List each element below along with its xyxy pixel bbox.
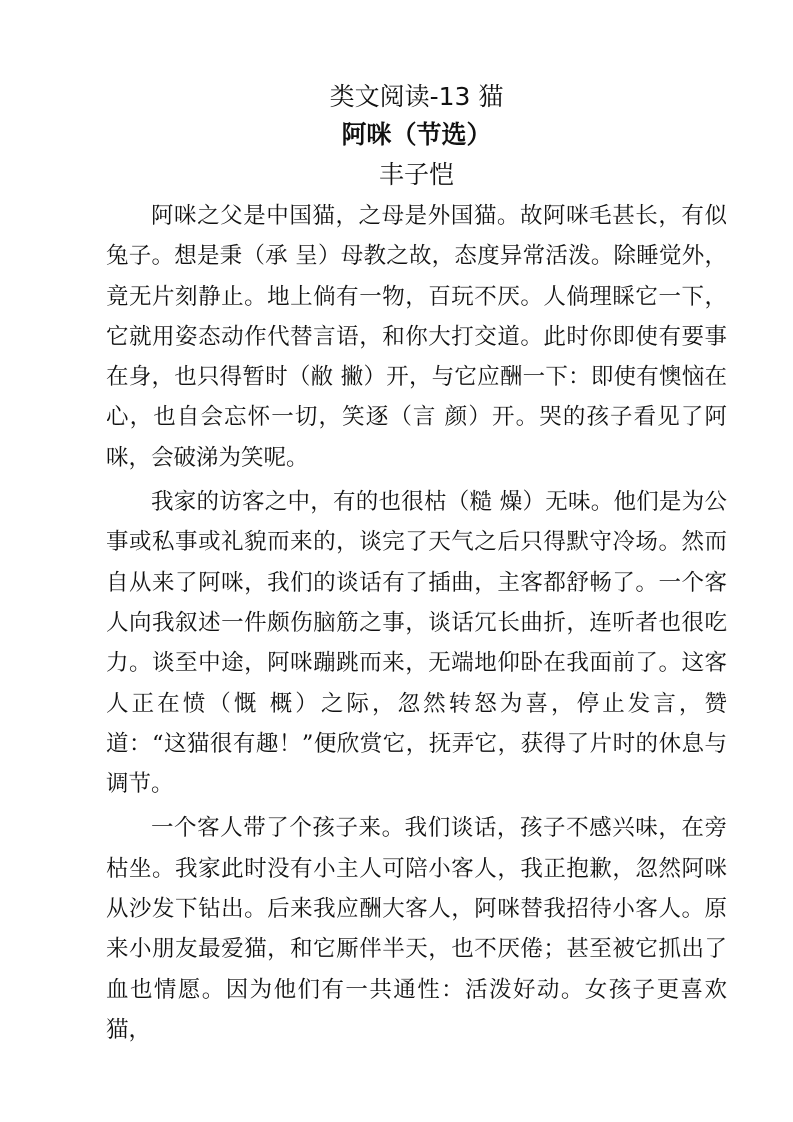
document-title: 类文阅读-13 猫 xyxy=(329,82,504,111)
paragraph-1: 阿咪之父是中国猫，之母是外国猫。故阿咪毛甚长，有似兔子。想是秉（承 呈）母教之故，态度异常活泼。除睡觉外，竟无片刻静止。地上倘有一物，百玩不厌。人倘理睬它一下，它就用姿态动作代替言语，和你大打交道。此时你即使有要事在身，也只得暂时（敝 撇）开，与它应酬一下：即使有懊恼在心，也自会忘怀一切，笑逐（言 颜）开。哭的孩子看见了阿咪，会破涕为笑呢。 xyxy=(106,203,727,471)
article-title: 阿咪（节选） xyxy=(341,120,492,149)
author-name: 丰子恺 xyxy=(378,160,454,189)
paragraph-3: 一个客人带了个孩子来。我们谈话，孩子不感兴味，在旁枯坐。我家此时没有小主人可陪小客人，我正抱歉，忽然阿咪从沙发下钻出。后来我应酬大客人，阿咪替我招待小客人。原来小朋友最爱猫，和它厮伴半天，也不厌倦；甚至被它抓出了血也情愿。因为他们有一共通性：活泼好动。女孩子更喜欢猫， xyxy=(106,815,727,1043)
paragraph-2: 我家的访客之中，有的也很枯（糙 燥）无味。他们是为公事或私事或礼貌而来的，谈完了天气之后只得默守冷场。然而自从来了阿咪，我们的谈话有了插曲，主客都舒畅了。一个客人向我叙述一件颇伤脑筋之事，谈话冗长曲折，连听者也很吃力。谈至中途，阿咪蹦跳而来，无端地仰卧在我面前了。这客人正在愤（慨 概）之际，忽然转怒为喜，停止发言，赞道：“这猫很有趣！”便欣赏它，抚弄它，获得了片时的休息与调节。 xyxy=(106,489,727,798)
